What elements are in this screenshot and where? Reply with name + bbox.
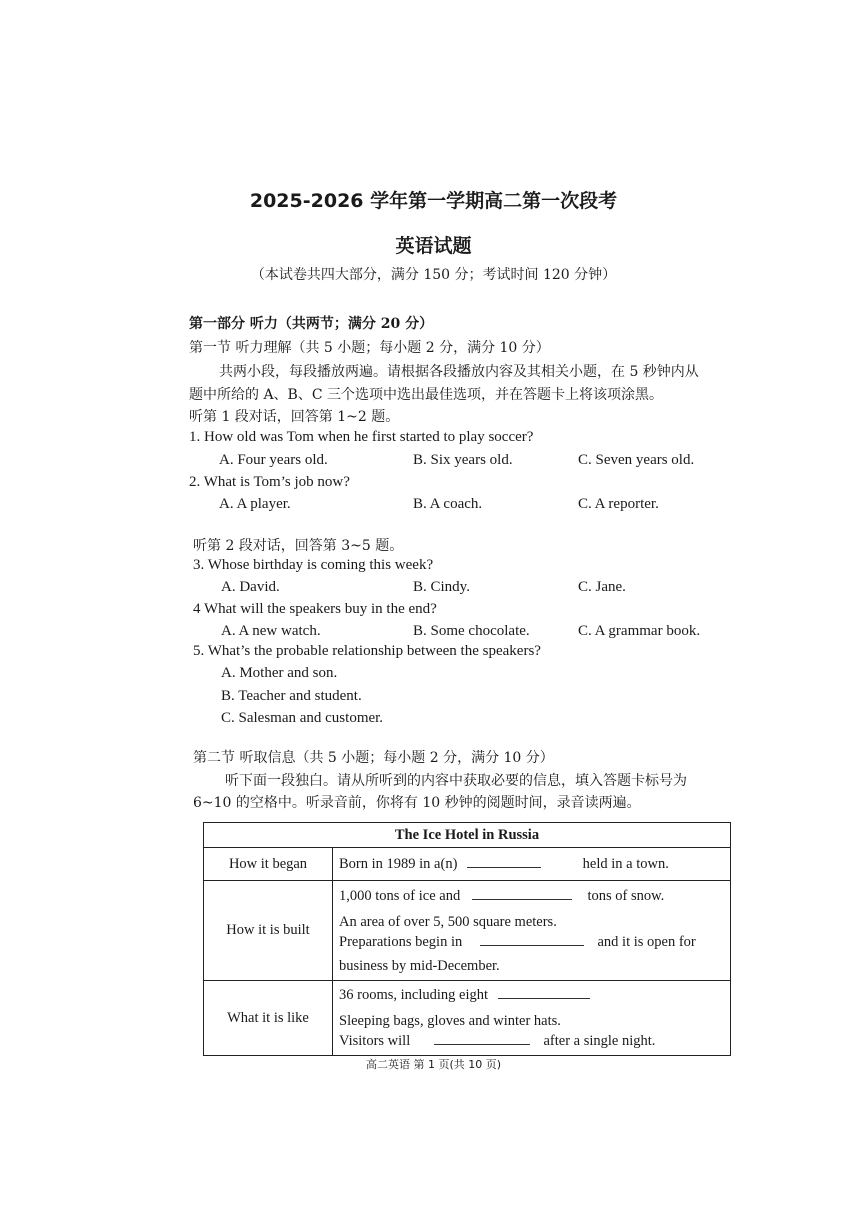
question-2-option-b: B. A coach. [413, 496, 483, 512]
question-2-option-a: A. A player. [219, 496, 291, 512]
question-3-option-a: A. David. [221, 579, 280, 595]
section2-instruction-line2: 6~10 的空格中。听录音前，你将有 10 秒钟的阅题时间，录音读两遍。 [193, 795, 641, 811]
question-1-option-c: C. Seven years old. [578, 452, 695, 468]
row1-line1-text: Born in 1989 in a(n) [339, 856, 458, 872]
exam-subject: 英语试题 [395, 235, 472, 257]
question-4-option-c: C. A grammar book. [578, 623, 701, 639]
row3-line3-text-after: after a single night. [543, 1033, 656, 1049]
answer-blank-9[interactable] [498, 984, 590, 999]
question-5-option-b: B. Teacher and student. [221, 688, 362, 704]
dialog2-instruction: 听第 2 段对话，回答第 3~5 题。 [193, 538, 404, 554]
question-4: 4 What will the speakers buy in the end? [193, 601, 437, 617]
answer-blank-8[interactable] [480, 931, 584, 946]
row-label-what-it-is-like: What it is like [204, 981, 333, 1056]
question-5-option-c: C. Salesman and customer. [221, 710, 384, 726]
table-row-how-it-began [204, 848, 731, 881]
row1-line1-text-after: held in a town. [582, 856, 669, 872]
page-footer: 高二英语 第 1 页(共 10 页) [365, 1058, 502, 1071]
question-5: 5. What’s the probable relationship between the speakers? [193, 643, 541, 659]
answer-blank-6[interactable] [467, 853, 541, 868]
question-5-option-a: A. Mother and son. [221, 665, 338, 681]
question-1-option-b: B. Six years old. [413, 452, 513, 468]
exam-note: （本试卷共四大部分，满分 150 分；考试时间 120 分钟） [250, 267, 617, 283]
question-2: 2. What is Tom’s job now? [189, 474, 350, 490]
row2-line1-text: 1,000 tons of ice and [339, 888, 461, 904]
row2-line3-text: Preparations begin in [339, 934, 463, 950]
question-4-option-b: B. Some chocolate. [413, 623, 530, 639]
section1-instruction-line1: 共两小段，每段播放两遍。请根据各段播放内容及其相关小题，在 5 秒钟内从 [219, 364, 699, 380]
row2-line2-text: An area of over 5, 500 square meters. [339, 914, 557, 930]
section2-instruction-line1: 听下面一段独白。请从所听到的内容中获取必要的信息，填入答题卡标号为 [225, 773, 687, 789]
answer-blank-10[interactable] [434, 1030, 530, 1045]
row3-line2-text: Sleeping bags, gloves and winter hats. [339, 1013, 561, 1029]
row3-line1-text: 36 rooms, including eight [339, 987, 489, 1003]
row2-line4-text: business by mid-December. [339, 958, 500, 974]
ice-hotel-table [203, 822, 731, 1056]
exam-title: 2025-2026 学年第一学期高二第一次段考 [249, 190, 618, 212]
table-title: The Ice Hotel in Russia [204, 823, 731, 848]
part1-heading: 第一部分 听力（共两节；满分 20 分） [189, 316, 434, 332]
question-3-option-b: B. Cindy. [413, 579, 470, 595]
question-3-option-c: C. Jane. [578, 579, 626, 595]
row3-line3-text: Visitors will [339, 1033, 411, 1049]
question-4-option-a: A. A new watch. [221, 623, 321, 639]
row2-line3-text-after: and it is open for [597, 934, 696, 950]
row-label-how-it-began: How it began [204, 848, 333, 881]
table-row-what-it-is-like [204, 981, 731, 1056]
answer-blank-7[interactable] [472, 885, 572, 900]
question-2-option-c: C. A reporter. [578, 496, 659, 512]
section1-heading: 第一节 听力理解（共 5 小题；每小题 2 分，满分 10 分） [189, 340, 550, 356]
question-1: 1. How old was Tom when he first started to play soccer? [189, 429, 534, 445]
row-label-how-it-is-built: How it is built [204, 881, 333, 981]
table-row-how-it-is-built [204, 881, 731, 981]
section1-instruction-line2: 题中所给的 A、B、C 三个选项中选出最佳选项，并在答题卡上将该项涂黑。 [189, 387, 664, 403]
question-3: 3. Whose birthday is coming this week? [193, 557, 434, 573]
row2-line1-text-after: tons of snow. [587, 888, 665, 904]
question-1-option-a: A. Four years old. [219, 452, 328, 468]
section2-heading: 第二节 听取信息（共 5 小题；每小题 2 分，满分 10 分） [193, 750, 554, 766]
dialog1-instruction: 听第 1 段对话，回答第 1~2 题。 [189, 409, 400, 425]
